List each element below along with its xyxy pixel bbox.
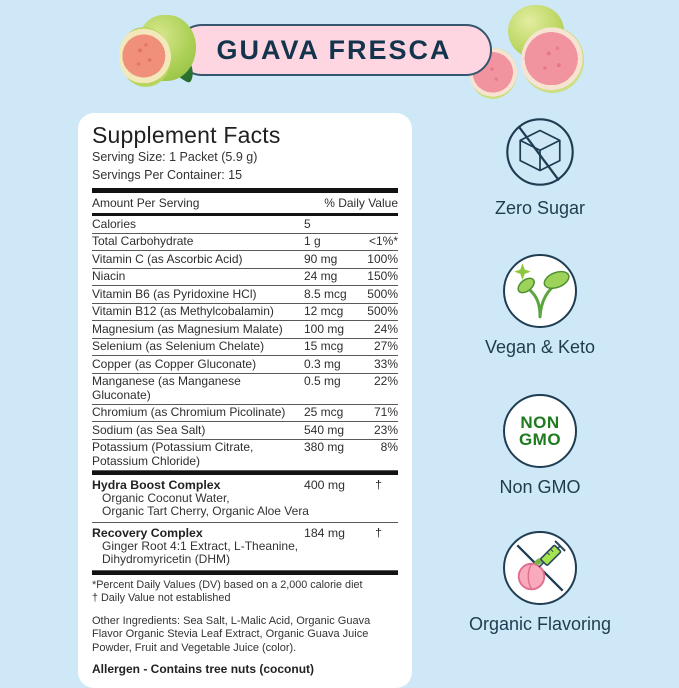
complex-ingredients: Organic Coconut Water, — [102, 491, 230, 505]
footnotes — [92, 579, 398, 606]
nutrient-row — [92, 269, 398, 287]
other-ingredients: Other Ingredients: Sea Salt, L-Malic Acid, Organic Guava Flavor Organic Stevia Leaf Extract, Organic Guava Juice Powder, Fruit and Vegetable Juice (color). — [92, 614, 371, 654]
badge-zero-sugar — [468, 115, 612, 219]
badge-organic-flavoring — [468, 531, 612, 635]
nutrient-daily-value: 71% — [373, 405, 398, 419]
footnote-dagger: † Daily Value not established — [92, 592, 231, 604]
complex-amount: 400 mg — [304, 478, 346, 492]
nutrient-row — [92, 216, 398, 234]
nutrient-amount: 540 mg — [304, 422, 345, 437]
badge-vegan-keto — [468, 254, 612, 358]
no-sugar-cube-icon — [503, 115, 577, 189]
nutrient-row — [92, 286, 398, 304]
nutrient-name: Vitamin C (as Ascorbic Acid) — [92, 251, 243, 266]
complex-dv: † — [375, 478, 382, 492]
badge-label: Organic Flavoring — [468, 614, 612, 634]
nutrient-amount: 25 mcg — [304, 405, 344, 419]
table-header — [92, 193, 398, 213]
nutrient-row — [92, 339, 398, 357]
allergen-statement: Allergen - Contains tree nuts (coconut) — [92, 662, 315, 676]
panel-title: Supplement Facts — [92, 122, 281, 148]
nutrient-amount: 0.3 mg — [304, 356, 341, 371]
nutrient-row — [92, 251, 398, 269]
nutrient-name: Selenium (as Selenium Chelate) — [92, 339, 265, 353]
badge-non-gmo — [468, 394, 612, 498]
nutrient-name: Potassium (Potassium Citrate, Potassium Chloride) — [92, 440, 254, 468]
complex-name: Recovery Complex — [92, 526, 203, 540]
plant-sprout-icon — [503, 254, 577, 328]
nutrient-amount: 380 mg — [304, 440, 345, 454]
nutrient-amount: 1 g — [304, 234, 321, 248]
nutrient-row — [92, 356, 398, 374]
nutrient-amount: 12 mcg — [304, 304, 344, 318]
nutrient-row — [92, 374, 398, 405]
nutrient-amount: 100 mg — [304, 321, 345, 336]
complex-block — [92, 523, 398, 571]
nutrient-daily-value: 33% — [373, 356, 398, 371]
nutrient-daily-value: 8% — [380, 440, 398, 454]
nutrient-name: Total Carbohydrate — [92, 234, 194, 248]
nutrient-amount: 90 mg — [304, 251, 338, 266]
nutrient-amount: 0.5 mg — [304, 374, 341, 388]
column-dv-header: % Daily Value — [324, 196, 398, 210]
column-amount-header: Amount Per Serving — [92, 196, 200, 210]
nutrient-name: Chromium (as Chromium Picolinate) — [92, 405, 286, 419]
serving-size: Serving Size: 1 Packet (5.9 g) — [92, 150, 258, 164]
nutrient-daily-value: 27% — [373, 339, 398, 353]
nutrient-amount: 5 — [304, 216, 311, 231]
nutrient-name: Calories — [92, 216, 137, 231]
nutrient-name: Copper (as Copper Gluconate) — [92, 356, 257, 371]
nutrient-amount: 24 mg — [304, 269, 338, 283]
no-synthetic-flavoring-icon — [503, 531, 577, 605]
badge-label: Zero Sugar — [494, 198, 586, 218]
nutrient-rows — [92, 216, 398, 471]
complex-header — [92, 478, 398, 492]
nutrient-daily-value: 22% — [373, 374, 398, 388]
non-gmo-circle-badge — [503, 394, 577, 468]
complex-ingredients: Dihydromyricetin (DHM) — [102, 552, 231, 566]
guava-half-right-icon — [521, 27, 584, 93]
badge-label: Vegan & Keto — [484, 337, 596, 357]
footnote-dv: *Percent Daily Values (DV) based on a 2,000 calorie diet — [92, 578, 363, 591]
non-gmo-circle-text: NON GMO — [518, 412, 562, 449]
badge-label: Non GMO — [499, 477, 581, 497]
nutrient-daily-value: 500% — [367, 304, 398, 318]
nutrient-row — [92, 234, 398, 252]
nutrient-daily-value: <1%* — [368, 234, 398, 248]
nutrient-row — [92, 440, 398, 471]
product-name-pill — [176, 24, 492, 76]
nutrient-daily-value: 150% — [367, 269, 398, 283]
nutrient-name: Manganese (as Manganese Gluconate) — [92, 374, 241, 402]
complex-ingredients: Ginger Root 4:1 Extract, L-Theanine, — [102, 539, 299, 553]
nutrient-amount: 15 mcg — [304, 339, 344, 353]
banner — [0, 0, 679, 108]
supplement-facts-panel — [78, 113, 412, 688]
nutrient-name: Magnesium (as Magnesium Malate) — [92, 321, 283, 336]
divider-thick — [92, 571, 398, 575]
complex-name: Hydra Boost Complex — [92, 478, 221, 492]
nutrient-name: Vitamin B6 (as Pyridoxine HCl) — [92, 286, 257, 301]
nutrient-daily-value: 500% — [367, 286, 398, 301]
complex-dv: † — [375, 526, 382, 540]
nutrient-row — [92, 321, 398, 339]
complex-block — [92, 475, 398, 523]
nutrient-row — [92, 422, 398, 440]
nutrient-daily-value: 23% — [373, 422, 398, 437]
nutrient-row — [92, 405, 398, 423]
nutrient-name: Niacin — [92, 269, 126, 283]
nutrient-row — [92, 304, 398, 322]
nutrient-daily-value: 100% — [367, 251, 398, 266]
servings-per-container: Servings Per Container: 15 — [92, 168, 243, 182]
complex-ingredients: Organic Tart Cherry, Organic Aloe Vera — [102, 504, 309, 518]
complex-amount: 184 mg — [304, 526, 346, 540]
complex-header — [92, 526, 398, 540]
nutrient-name: Sodium (as Sea Salt) — [92, 422, 206, 437]
nutrient-name: Vitamin B12 (as Methylcobalamin) — [92, 304, 274, 318]
product-title: GUAVA FRESCA — [216, 34, 452, 65]
nutrient-amount: 8.5 mcg — [304, 286, 347, 301]
nutrient-daily-value: 24% — [373, 321, 398, 336]
